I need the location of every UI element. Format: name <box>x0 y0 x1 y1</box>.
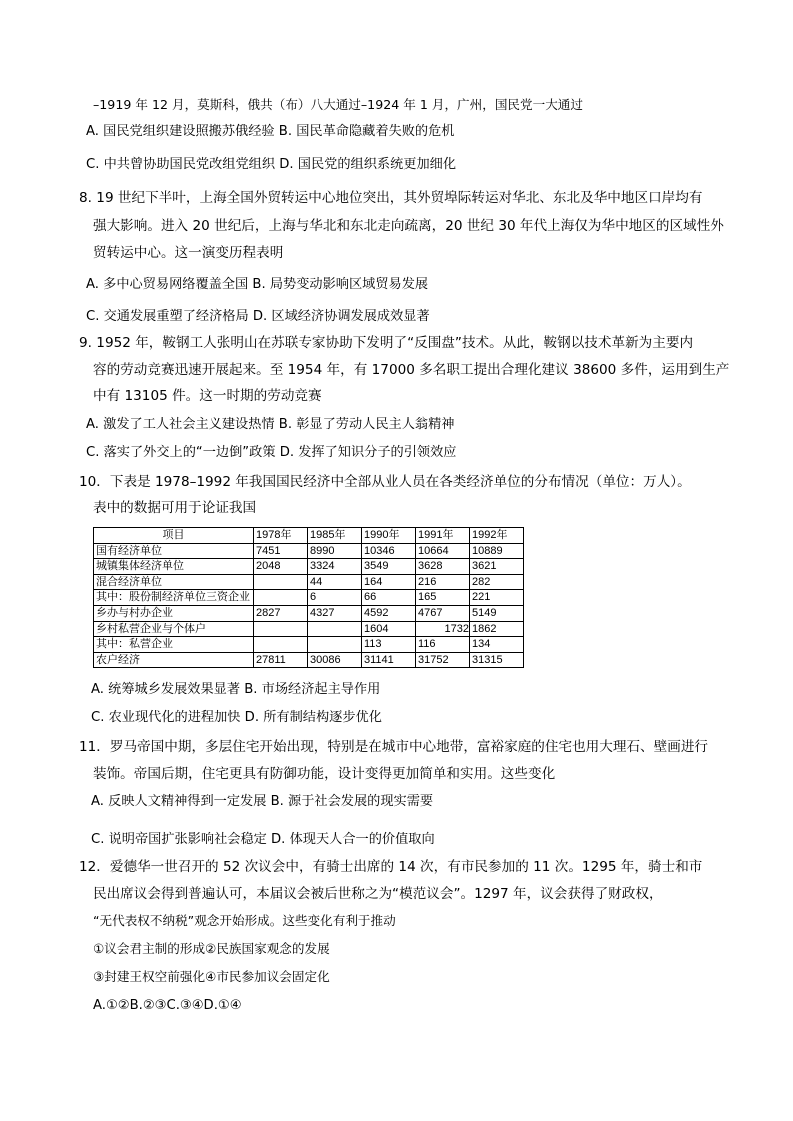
table-cell: 282 <box>470 574 524 590</box>
table-cell: 165 <box>416 590 470 606</box>
q11-stem-line2: 装饰。帝国后期，住宅更具有防御功能，设计变得更加简单和实用。这些变化 <box>93 766 556 782</box>
employment-table <box>93 527 524 668</box>
table-cell: 116 <box>416 637 470 653</box>
table-cell: 8990 <box>308 543 362 559</box>
q12-stem-line3: “无代表权不纳税”观念开始形成。这些变化有利于推动 <box>93 913 396 928</box>
q8-stem-line2: 强大影响。进入 20 世纪后，上海与华北和东北走向疏离，20 世纪 30 年代上海仅为华中地区的区域性外 <box>93 218 724 234</box>
table-cell: 216 <box>416 574 470 590</box>
table-row <box>94 574 524 590</box>
q9-options-ab: A. 激发了工人社会主义建设热情 B. 彰显了劳动人民主人翁精神 <box>86 417 455 432</box>
q7-stem-tail: –1919 年 12 月，莫斯科，俄共（布）八大通过–1924 年 1 月，广州，国民党一大通过 <box>93 97 583 112</box>
table-cell: 2827 <box>254 605 308 621</box>
table-cell <box>308 637 362 653</box>
table-cell: 31141 <box>362 652 416 668</box>
table-cell: 1862 <box>470 621 524 637</box>
table-header-cell: 1978年 <box>254 528 308 544</box>
table-cell: 1604 <box>362 621 416 637</box>
q9-stem-line3: 中有 13105 件。这一时期的劳动竞赛 <box>93 388 322 404</box>
table-cell: 农户经济 <box>94 652 254 668</box>
table-cell: 乡办与村办企业 <box>94 605 254 621</box>
table-cell: 3324 <box>308 559 362 575</box>
table-header-cell: 1990年 <box>362 528 416 544</box>
q9-stem-line1: 9. 1952 年，鞍钢工人张明山在苏联专家协助下发明了“反围盘”技术。从此，鞍钢以技术革新为主要内 <box>79 335 694 351</box>
table-cell: 221 <box>470 590 524 606</box>
table-header-cell: 1991年 <box>416 528 470 544</box>
q7-options-ab: A. 国民党组织建设照搬苏俄经验 B. 国民革命隐藏着失败的危机 <box>86 124 455 139</box>
table-cell: 66 <box>362 590 416 606</box>
table-cell: 10889 <box>470 543 524 559</box>
q8-options-ab: A. 多中心贸易网络覆盖全国 B. 局势变动影响区域贸易发展 <box>86 277 429 292</box>
table-cell <box>254 574 308 590</box>
q8-options-cd: C. 交通发展重塑了经济格局 D. 区域经济协调发展成效显著 <box>86 309 430 324</box>
table-cell: 7451 <box>254 543 308 559</box>
q11-stem-line1: 11．罗马帝国中期，多层住宅开始出现，特别是在城市中心地带，富裕家庭的住宅也用大理石、壁画进行 <box>79 739 709 755</box>
table-cell: 1732 <box>416 621 470 637</box>
table-cell: 3628 <box>416 559 470 575</box>
table-cell: 4327 <box>308 605 362 621</box>
q10-stem-line2: 表中的数据可用于论证我国 <box>93 500 257 516</box>
q8-stem-line3: 贸转运中心。这一演变历程表明 <box>93 245 284 261</box>
table-row <box>94 637 524 653</box>
table-row <box>94 559 524 575</box>
q10-options-ab: A. 统筹城乡发展效果显著 B. 市场经济起主导作用 <box>91 682 381 697</box>
table-cell <box>254 621 308 637</box>
q8-stem-line1: 8. 19 世纪下半叶，上海全国外贸转运中心地位突出，其外贸埠际转运对华北、东北及华中地区口岸均有 <box>79 190 703 206</box>
q12-stem-line1: 12．爱德华一世召开的 52 次议会中，有骑士出席的 14 次，有市民参加的 11 次。1295 年，骑士和市 <box>79 859 703 875</box>
table-cell <box>308 621 362 637</box>
q12-items-line1: ①议会君主制的形成②民族国家观念的发展 <box>93 941 330 956</box>
table-cell: 4592 <box>362 605 416 621</box>
table-row <box>94 543 524 559</box>
table-row <box>94 605 524 621</box>
table-cell: 31752 <box>416 652 470 668</box>
table-cell: 44 <box>308 574 362 590</box>
table-cell: 31315 <box>470 652 524 668</box>
table-cell: 3549 <box>362 559 416 575</box>
table-cell: 27811 <box>254 652 308 668</box>
table-cell: 混合经济单位 <box>94 574 254 590</box>
table-cell: 3621 <box>470 559 524 575</box>
table-header-cell: 项目 <box>94 528 254 544</box>
table-cell: 国有经济单位 <box>94 543 254 559</box>
table-cell: 城镇集体经济单位 <box>94 559 254 575</box>
table-cell: 其中：私营企业 <box>94 637 254 653</box>
q10-stem-line1: 10．下表是 1978–1992 年我国国民经济中全部从业人员在各类经济单位的分布情况（单位：万人）。 <box>79 474 691 490</box>
table-cell: 2048 <box>254 559 308 575</box>
q7-options-cd: C. 中共曾协助国民党改组党组织 D. 国民党的组织系统更加细化 <box>86 157 457 172</box>
table-cell: 10664 <box>416 543 470 559</box>
table-row <box>94 652 524 668</box>
table-cell: 164 <box>362 574 416 590</box>
table-cell <box>254 637 308 653</box>
table-cell: 6 <box>308 590 362 606</box>
table-cell: 30086 <box>308 652 362 668</box>
table-cell <box>254 590 308 606</box>
table-cell: 乡村私营企业与个体户 <box>94 621 254 637</box>
q12-stem-line2: 民出席议会得到普遍认可，本届议会被后世称之为“模范议会”。1297 年，议会获得了财政权， <box>93 886 663 902</box>
q11-options-cd: C. 说明帝国扩张影响社会稳定 D. 体现天人合一的价值取向 <box>91 832 435 847</box>
table-header-cell: 1985年 <box>308 528 362 544</box>
table-cell: 134 <box>470 637 524 653</box>
q9-stem-line2: 容的劳动竞赛迅速开展起来。至 1954 年，有 17000 多名职工提出合理化建议 38600 多件，运用到生产 <box>93 362 730 378</box>
q12-options: A.①②B.②③C.③④D.①④ <box>93 998 242 1013</box>
table-cell: 113 <box>362 637 416 653</box>
q9-options-cd: C. 落实了外交上的“一边倒”政策 D. 发挥了知识分子的引领效应 <box>86 445 457 460</box>
table-cell: 4767 <box>416 605 470 621</box>
table-cell: 5149 <box>470 605 524 621</box>
q11-options-ab: A. 反映人文精神得到一定发展 B. 源于社会发展的现实需要 <box>91 794 434 809</box>
table-cell: 其中：股份制经济单位三资企业 <box>94 590 254 606</box>
table-header-cell: 1992年 <box>470 528 524 544</box>
q10-options-cd: C. 农业现代化的进程加快 D. 所有制结构逐步优化 <box>91 710 382 725</box>
table-row <box>94 590 524 606</box>
table-row <box>94 621 524 637</box>
table-header-row <box>94 528 524 544</box>
q12-items-line2: ③封建王权空前强化④市民参加议会固定化 <box>93 969 330 984</box>
table-cell: 10346 <box>362 543 416 559</box>
